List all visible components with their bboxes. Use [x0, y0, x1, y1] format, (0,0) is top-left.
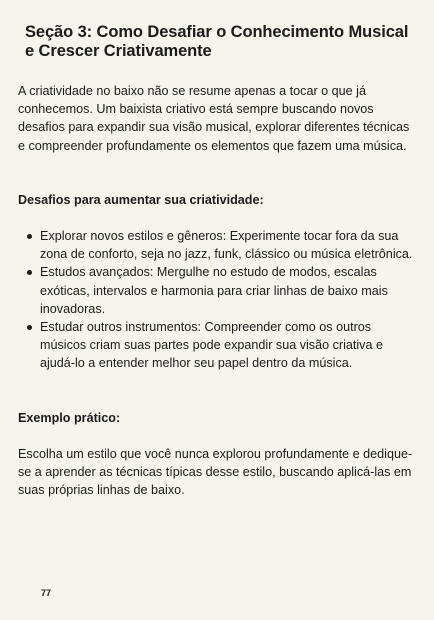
page-number: 77: [41, 588, 52, 598]
challenges-heading: Desafios para aumentar sua criatividade:: [18, 193, 264, 207]
section-title: Seção 3: Como Desafiar o Conhecimento Musical e Crescer Criativamente: [25, 23, 409, 60]
list-item: [18, 227, 418, 263]
list-item: [18, 263, 418, 318]
example-heading: Exemplo prático:: [18, 411, 121, 425]
bullet-icon: [27, 325, 32, 330]
list-item: [18, 318, 418, 373]
list-item-text: Estudos avançados: Mergulhe no estudo de modos, escalas exóticas, intervalos e harmonia para criar linhas de baixo mais inovadoras.: [40, 265, 388, 316]
bullet-icon: [27, 270, 32, 275]
challenges-list: [18, 227, 418, 373]
list-item-text: Explorar novos estilos e gêneros: Experimente tocar fora da sua zona de conforto, seja no jazz, funk, clássico ou música eletrônica.: [40, 229, 413, 262]
list-item-text: Estudar outros instrumentos: Compreender como os outros músicos criam suas partes pode expandir sua visão criativa e ajudá-lo a entender melhor seu papel dentro da música.: [40, 320, 383, 371]
bullet-icon: [27, 234, 32, 239]
example-paragraph: Escolha um estilo que você nunca explorou profundamente e dedique-se a aprender as técnicas típicas desse estilo, buscando aplicá-las em suas próprias linhas de baixo.: [18, 447, 413, 498]
intro-paragraph: A criatividade no baixo não se resume apenas a tocar o que já conhecemos. Um baixista criativo está sempre buscando novos desafios para expandir sua visão musical, explorar diferentes técnicas e compreender profundamente os elementos que fazem uma música.: [18, 84, 410, 153]
